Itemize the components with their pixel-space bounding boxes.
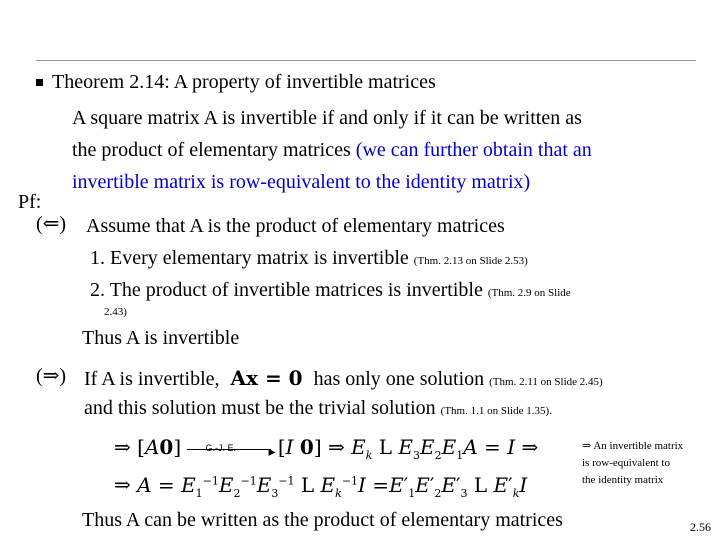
backward-item-2-ref-cont: 2.43) [104,306,127,318]
backward-item-1 [90,246,528,273]
forward-equation: Ax = 0 [230,366,303,390]
forward-direction-symbol: (⇒) [36,365,67,387]
augmented-matrix-a0: [A0] [137,435,182,459]
implies-arrow-2: ⇒ [328,435,345,459]
side-note-line-2: is row-equivalent to [582,457,670,469]
gauss-jordan-arrow: G.-J. E. ▸ [187,447,271,450]
side-note [582,438,683,489]
backward-item-2-text: 2. The product of invertible matrices is invertible [90,279,483,301]
statement-line-2 [72,138,592,162]
statement-line-1: A square matrix A is invertible if and only if it can be written as [72,107,582,129]
forward-line-1-b: has only one solution [313,368,485,390]
statement-line-3: invertible matrix is row-equivalent to the identity matrix) [72,171,531,193]
backward-item-2 [90,278,571,305]
proof-label: Pf: [18,191,42,213]
backward-conclusion: Thus A is invertible [82,327,240,349]
forward-line-2 [84,396,552,423]
statement-line-2-blue: (we can further obtain that an [355,139,592,161]
implies-arrow-1: ⇒ [114,435,131,459]
backward-item-1-ref: (Thm. 2.13 on Slide 2.53) [413,255,528,267]
side-note-line-3: the identity matrix [582,474,664,486]
inverse-product-expression: $A = E_1^{-1}E_2^{-1}E_3^{-1}$ L $E_k^{-1}I =E'_1E'_2E'_3$ L $E'_kI$ [137,472,528,500]
side-note-line-1: ⇒ An invertible matrix [582,440,684,452]
forward-line-2-ref: (Thm. 1.1 on Slide 1.35). [440,405,552,417]
elementary-sequence-1: $E_k$ L $E_3E_2E_1A = I$ [351,435,516,462]
augmented-matrix-i0: [I 0] [277,435,322,459]
implies-arrow-3: ⇒ [521,435,539,459]
implies-arrow-4: ⇒ [114,472,131,497]
backward-assumption: Assume that A is the product of elementary matrices [86,215,505,237]
backward-item-2-ref: (Thm. 2.9 on Slide [487,287,571,299]
forward-line-1-a: If A is invertible, [84,368,220,390]
theorem-title: Theorem 2.14: A property of invertible matrices [52,71,436,93]
top-rule [36,60,696,61]
gauss-jordan-label: G.-J. E. [205,443,236,453]
slide-number: 2.56 [690,520,711,534]
backward-direction-symbol: (⇐) [36,213,67,235]
forward-line-1 [84,366,603,394]
forward-line-1-ref: (Thm. 2.11 on Slide 2.45) [489,376,603,388]
derivation-line-1 [114,434,538,469]
final-conclusion: Thus A can be written as the product of elementary matrices [82,509,563,531]
forward-line-2-text: and this solution must be the trivial solution [84,397,436,419]
derivation-line-2 [114,468,527,507]
statement-line-2-black: the product of elementary matrices [72,139,351,161]
backward-item-1-text: 1. Every elementary matrix is invertible [90,247,409,269]
bullet-marker [36,79,43,86]
